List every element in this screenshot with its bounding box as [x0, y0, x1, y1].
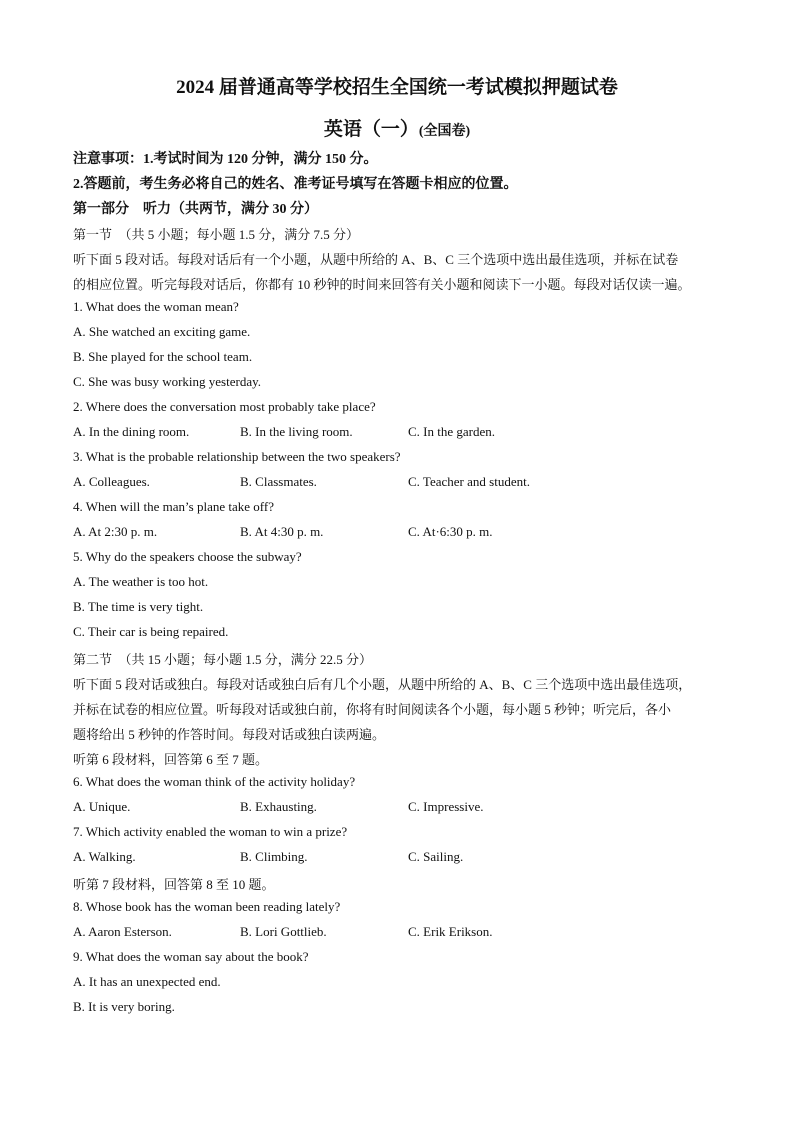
section1-instruction-1: 听下面 5 段对话。每段对话后有一个小题，从题中所给的 A、B、C 三个选项中选出最佳选项，并标在试卷: [73, 252, 679, 267]
question-2-option-a: A. In the dining room.: [73, 424, 190, 439]
subject-name: 英语（一）: [323, 119, 419, 140]
question-5-stem: 5. Why do the speakers choose the subway?: [73, 549, 302, 564]
question-2-option-b: B. In the living room.: [240, 424, 353, 439]
question-5-option-c: C. Their car is being repaired.: [73, 624, 229, 639]
question-1-option-c: C. She was busy working yesterday.: [73, 374, 261, 389]
question-2-stem: 2. Where does the conversation most probably take place?: [73, 399, 376, 414]
question-9-option-a: A. It has an unexpected end.: [73, 974, 221, 989]
exam-title: 2024 届普通高等学校招生全国统一考试模拟押题试卷: [176, 77, 618, 98]
part1-heading: 第一部分 听力（共两节，满分 30 分）: [73, 202, 318, 217]
section2-instruction-1: 听下面 5 段对话或独白。每段对话或独白后有几个小题，从题中所给的 A、B、C 三个选项中选出最佳选项，: [73, 677, 692, 692]
notes-line-2: 2.答题前，考生务必将自己的姓名、准考证号填写在答题卡相应的位置。: [73, 177, 518, 192]
section2-heading: 第二节 （共 15 小题；每小题 1.5 分，满分 22.5 分）: [73, 652, 373, 667]
question-6-stem: 6. What does the woman think of the activity holiday?: [73, 774, 356, 789]
question-7-option-c: C. Sailing.: [408, 849, 464, 864]
question-5-option-b: B. The time is very tight.: [73, 599, 204, 614]
question-1-option-b: B. She played for the school team.: [73, 349, 253, 364]
question-7-option-b: B. Climbing.: [240, 849, 308, 864]
question-2-option-c: C. In the garden.: [408, 424, 496, 439]
question-6-option-b: B. Exhausting.: [240, 799, 317, 814]
question-8-option-a: A. Aaron Esterson.: [73, 924, 172, 939]
question-3-option-b: B. Classmates.: [240, 474, 317, 489]
exam-subject: [0, 114, 794, 141]
question-9-option-b: B. It is very boring.: [73, 999, 175, 1014]
question-3-stem: 3. What is the probable relationship between the two speakers?: [73, 449, 401, 464]
section2-instruction-3: 题将给出 5 秒钟的作答时间。每段对话或独白读两遍。: [73, 727, 386, 742]
edition-label: (全国卷): [418, 124, 471, 139]
question-6-option-a: A. Unique.: [73, 799, 131, 814]
question-6-option-c: C. Impressive.: [408, 799, 484, 814]
question-8-option-b: B. Lori Gottlieb.: [240, 924, 327, 939]
section2-instruction-2: 并标在试卷的相应位置。听每段对话或独白前，你将有时间阅读各个小题，每小题 5 秒钟；听完后，各小: [73, 702, 672, 717]
section1-instruction-2: 的相应位置。听完每段对话后，你都有 10 秒钟的时间来回答有关小题和阅读下一小题。每段对话仅读一遍。: [73, 277, 691, 292]
question-4-option-b: B. At 4:30 p. m.: [240, 524, 324, 539]
question-4-stem: 4. When will the man’s plane take off?: [73, 499, 274, 514]
question-9-stem: 9. What does the woman say about the book?: [73, 949, 309, 964]
question-7-stem: 7. Which activity enabled the woman to win a prize?: [73, 824, 348, 839]
material-7-note: 听第 7 段材料，回答第 8 至 10 题。: [73, 877, 275, 892]
notes-line-1: 注意事项：1.考试时间为 120 分钟，满分 150 分。: [73, 152, 378, 167]
question-1-stem: 1. What does the woman mean?: [73, 299, 239, 314]
question-4-option-a: A. At 2:30 p. m.: [73, 524, 158, 539]
question-1-option-a: A. She watched an exciting game.: [73, 324, 251, 339]
question-5-option-a: A. The weather is too hot.: [73, 574, 209, 589]
section1-heading: 第一节 （共 5 小题；每小题 1.5 分，满分 7.5 分）: [73, 227, 360, 242]
question-8-option-c: C. Erik Erikson.: [408, 924, 493, 939]
question-8-stem: 8. Whose book has the woman been reading lately?: [73, 899, 341, 914]
material-6-note: 听第 6 段材料，回答第 6 至 7 题。: [73, 752, 269, 767]
question-7-option-a: A. Walking.: [73, 849, 136, 864]
question-3-option-a: A. Colleagues.: [73, 474, 150, 489]
question-4-option-c: C. At·6:30 p. m.: [408, 524, 493, 539]
question-3-option-c: C. Teacher and student.: [408, 474, 530, 489]
